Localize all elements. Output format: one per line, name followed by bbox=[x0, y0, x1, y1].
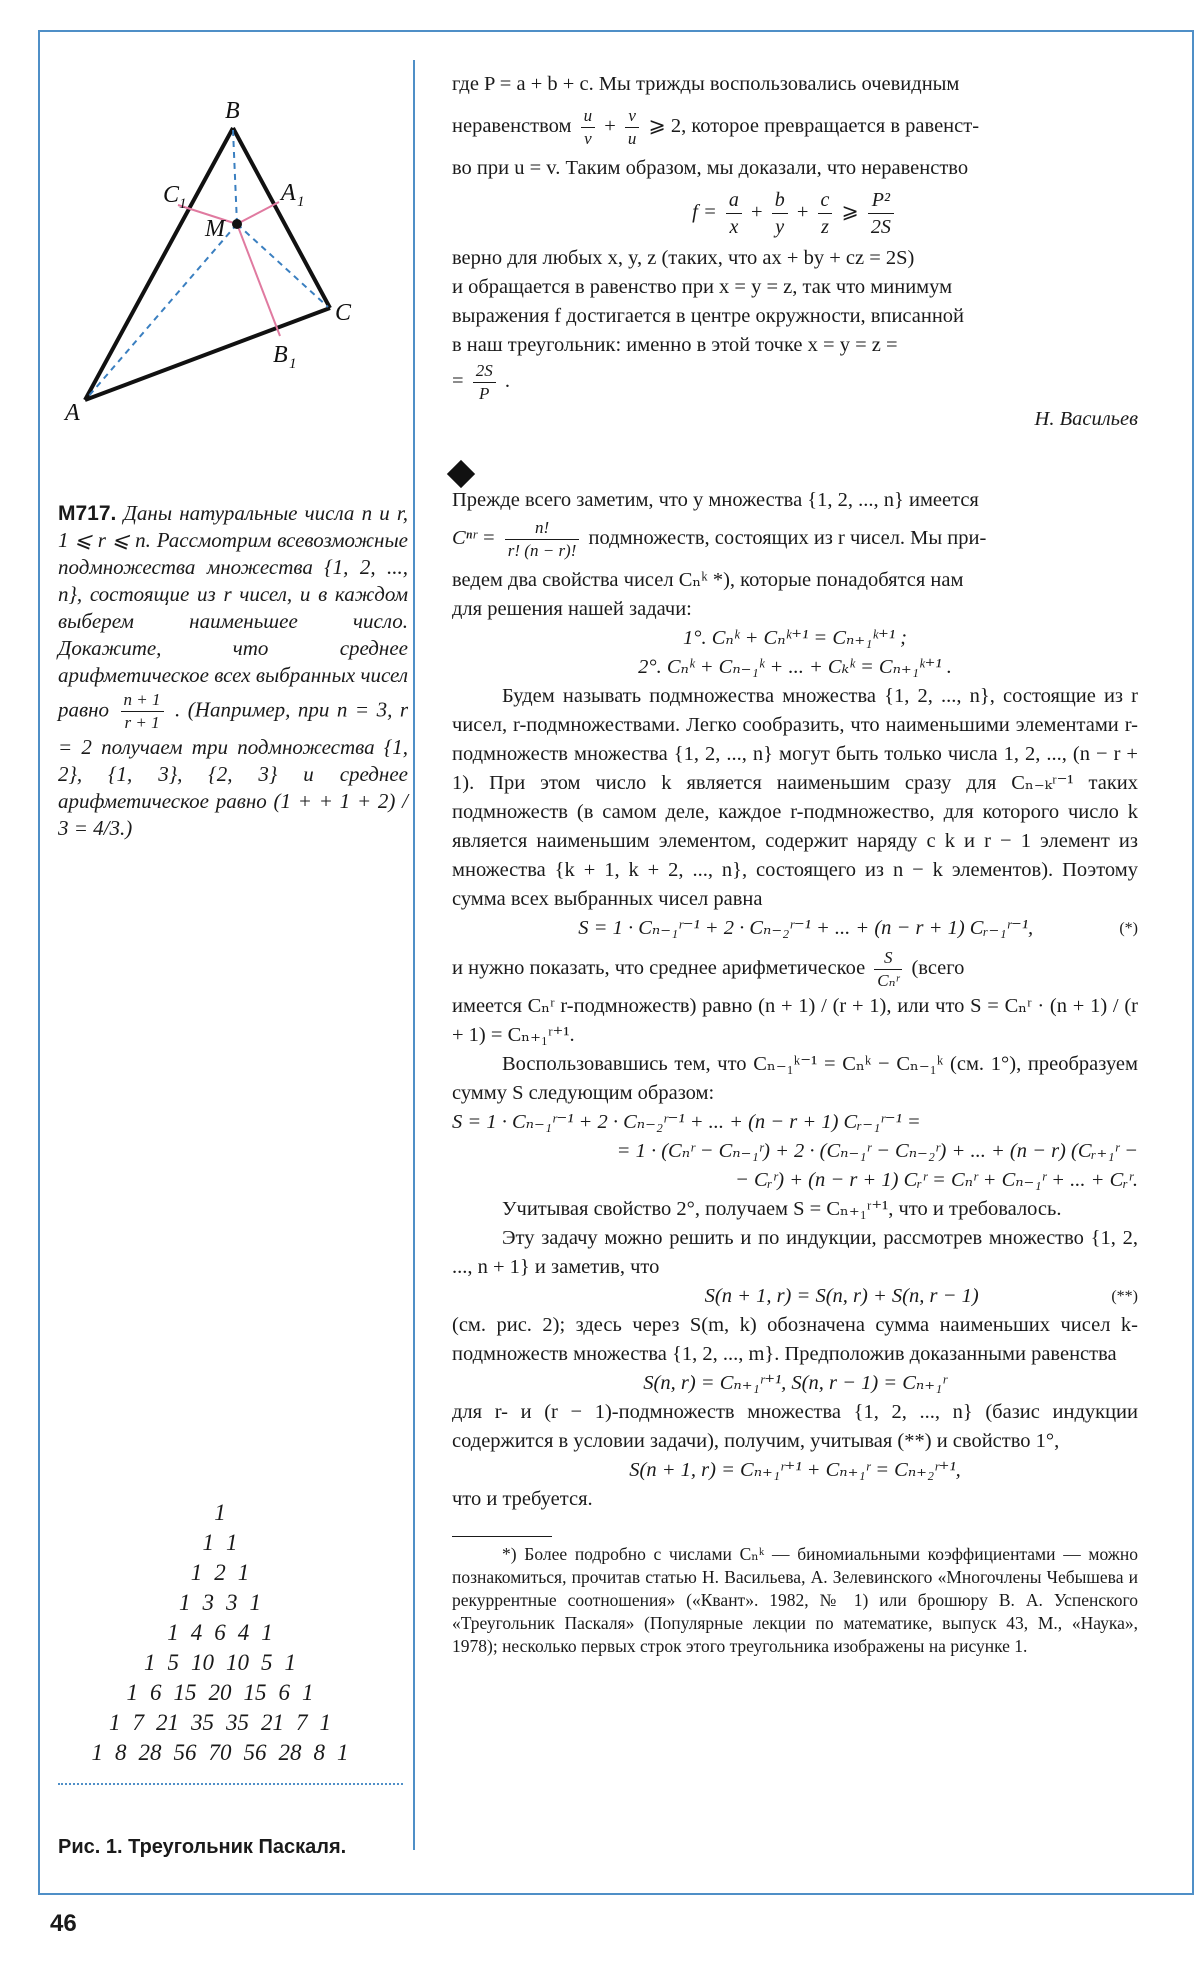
plus-sign: + bbox=[604, 115, 616, 138]
pascal-row bbox=[40, 1618, 400, 1648]
pink-line-mb1 bbox=[237, 224, 280, 336]
problem-code: М717. bbox=[58, 502, 117, 525]
fraction bbox=[121, 689, 164, 734]
frac-num: u bbox=[581, 105, 596, 128]
label-a: A bbox=[65, 400, 80, 426]
equation-assume: S(n, r) = Cₙ₊₁ʳ⁺¹, S(n, r − 1) = Cₙ₊₁ʳ bbox=[643, 1372, 947, 1394]
equation-star bbox=[452, 914, 1138, 943]
pascal-cell: 4 bbox=[237, 1620, 250, 1645]
pascal-cell: 28 bbox=[138, 1740, 162, 1765]
pascal-cell: 7 bbox=[132, 1710, 144, 1735]
pascal-row bbox=[40, 1498, 400, 1528]
equation-dstar bbox=[452, 1282, 1138, 1311]
frac-den: r + 1 bbox=[124, 713, 160, 732]
pascal-cell: 1 bbox=[126, 1680, 138, 1705]
pascal-cell: 10 bbox=[226, 1650, 249, 1675]
chain-3: − Cᵣʳ) + (n − r + 1) Cᵣʳ = Cₙʳ + Cₙ₋₁ʳ + ... + Cᵣʳ. bbox=[735, 1169, 1138, 1191]
pascal-row bbox=[40, 1528, 400, 1558]
problem-m717 bbox=[58, 500, 408, 842]
frac-num: n + 1 bbox=[121, 689, 164, 712]
pascal-cell: 1 bbox=[167, 1620, 179, 1645]
text-line: во при u = v. Таким образом, мы доказали, что неравенство bbox=[452, 157, 969, 179]
label-c: C bbox=[335, 300, 352, 326]
fraction bbox=[874, 947, 902, 992]
fraction bbox=[818, 187, 833, 240]
page-number: 46 bbox=[50, 1910, 77, 1937]
formula-lhs: f = bbox=[692, 201, 717, 224]
pascal-cell: 28 bbox=[278, 1740, 302, 1765]
pascal-cell: 8 bbox=[115, 1740, 127, 1765]
pascal-cell: 1 bbox=[109, 1710, 121, 1735]
pascal-cell: 1 bbox=[226, 1530, 238, 1555]
text-fragment: . bbox=[504, 370, 510, 393]
frac-den: v bbox=[584, 129, 592, 148]
text-line bbox=[452, 360, 1138, 405]
point-m bbox=[232, 219, 242, 229]
text-fragment: = bbox=[452, 370, 464, 393]
pascal-cell: 10 bbox=[191, 1650, 214, 1675]
dashed-line-mc bbox=[237, 224, 328, 307]
text-line: в наш треугольник: именно в этой точке x = y = z = bbox=[452, 334, 898, 356]
pascal-cell: 6 bbox=[278, 1680, 290, 1705]
formula-f bbox=[452, 187, 1138, 240]
pascal-cell: 8 bbox=[313, 1740, 325, 1765]
pascal-row bbox=[40, 1738, 400, 1768]
pascal-cell: 1 bbox=[261, 1620, 273, 1645]
frac-den: y bbox=[775, 216, 785, 238]
pascal-cell: 1 bbox=[179, 1590, 191, 1615]
text-line: выражения f достигается в центре окружности, вписанной bbox=[452, 305, 965, 327]
pascal-cell: 20 bbox=[208, 1680, 232, 1705]
label-c1: C bbox=[163, 182, 180, 208]
pascal-cell: 1 bbox=[202, 1530, 214, 1555]
equation-final: S(n + 1, r) = Cₙ₊₁ʳ⁺¹ + Cₙ₊₁ʳ = Cₙ₊₂ʳ⁺¹, bbox=[629, 1459, 961, 1481]
problem-text: Даны натуральные числа n и r, 1 ⩽ r ⩽ n. Рассмотрим всевозможные подмножества множества {1, 2, ..., n}, состоящие из r чисел, и в каждом выберем наименьшее число. Докажите, что среднее арифметическое всех выбранных чисел равно bbox=[58, 501, 408, 722]
frac-den: x bbox=[729, 216, 739, 238]
frac-den: u bbox=[627, 129, 637, 148]
pascal-cell: 1 bbox=[237, 1560, 250, 1585]
formula-lhs: Cⁿʳ = bbox=[452, 527, 496, 550]
chain-1: S = 1 · Cₙ₋₁ʳ⁻¹ + 2 · Cₙ₋₂ʳ⁻¹ + ... + (n − r + 1) Cᵣ₋₁ʳ⁻¹ = bbox=[452, 1111, 921, 1133]
footnote-rule bbox=[452, 1536, 552, 1537]
pink-line-ma1 bbox=[237, 202, 279, 224]
pascal-row bbox=[40, 1558, 400, 1588]
pascal-cell: 1 bbox=[319, 1710, 331, 1735]
chain-2: = 1 · (Cₙʳ − Cₙ₋₁ʳ) + 2 · (Cₙ₋₁ʳ − Cₙ₋₂ʳ) + ... + (n − r) (Cᵣ₊₁ʳ − bbox=[616, 1140, 1138, 1162]
label-a1: A bbox=[281, 180, 296, 206]
frac-den: P bbox=[478, 384, 490, 403]
frac-den: z bbox=[821, 216, 829, 238]
text-line bbox=[452, 105, 1138, 150]
pascal-separator bbox=[58, 1783, 403, 1785]
text-line: ведем два свойства чисел Cₙᵏ *), которые понадобятся нам bbox=[452, 569, 964, 591]
pascal-cell: 15 bbox=[173, 1680, 197, 1705]
geq-sign: ⩾ bbox=[841, 201, 859, 224]
text-fragment: (всего bbox=[911, 957, 965, 980]
pascal-cell: 4 bbox=[190, 1620, 203, 1645]
solution-para7: (см. рис. 2); здесь через S(m, k) обозначена сумма наименьших чисел k-подмножеств множества {1, 2, ..., m}. Предположив доказанными равенства bbox=[452, 1314, 1138, 1365]
solution-para5: Учитывая свойство 2°, получаем S = Cₙ₊₁ʳ⁺¹, что и требовалось. bbox=[502, 1198, 1062, 1220]
pascal-row bbox=[40, 1648, 400, 1678]
pascal-cell: 2 bbox=[214, 1560, 226, 1585]
pascal-cell: 35 bbox=[226, 1710, 249, 1735]
frac-num: n! bbox=[505, 517, 580, 540]
plus-sign: + bbox=[751, 201, 763, 224]
triangle-figure bbox=[55, 90, 385, 430]
frac-den: r! (n − r)! bbox=[507, 541, 577, 560]
pascal-cell: 3 bbox=[226, 1590, 238, 1615]
plus-sign: + bbox=[796, 201, 809, 224]
pascal-cell: 7 bbox=[296, 1710, 308, 1735]
pascal-cell: 6 bbox=[150, 1680, 162, 1705]
text-line: где P = a + b + c. Мы трижды воспользовались очевидным bbox=[452, 73, 960, 95]
eq-text: S = 1 · Cₙ₋₁ʳ⁻¹ + 2 · Cₙ₋₂ʳ⁻¹ + ... + (n − r + 1) Cᵣ₋₁ʳ⁻¹, bbox=[578, 917, 1034, 939]
fraction bbox=[505, 517, 580, 562]
footnote: *) Более подробно с числами Cₙᵏ — биномиальными коэффициентами — можно познакомиться, прочитав статью Н. Васильева, А. Зелевинского «Многочлены Чебышева и рекуррентные соотношения» («Квант». 1982, № 1) или брошюру В. А. Успенского «Треугольник Паскаля» (Популярные лекции по математике, выпуск 43, М., «Наука», 1978); несколько первых строк этого треугольника изображены на рисунке 1. bbox=[452, 1544, 1138, 1656]
triangle-side-ca bbox=[85, 308, 330, 400]
pascal-cell: 56 bbox=[243, 1740, 267, 1765]
eq-spacer bbox=[452, 1282, 572, 1311]
text-line bbox=[452, 947, 1138, 992]
triangle-side-ab bbox=[85, 128, 233, 400]
text-fragment: неравенством bbox=[452, 115, 572, 138]
pascal-cell: 1 bbox=[91, 1740, 103, 1765]
property-2: 2°. Cₙᵏ + Cₙ₋₁ᵏ + ... + Cₖᵏ = Cₙ₊₁ᵏ⁺¹ . bbox=[638, 656, 952, 678]
text-line: и обращается в равенство при x = y = z, так что минимум bbox=[452, 276, 953, 298]
label-m: M bbox=[205, 216, 225, 242]
pascal-cell: 3 bbox=[202, 1590, 214, 1615]
solution-para6: Эту задачу можно решить и по индукции, рассмотрев множество {1, 2, ..., n + 1} и заметив, что bbox=[452, 1227, 1138, 1278]
pascal-cell: 35 bbox=[191, 1710, 214, 1735]
text-line: для решения нашей задачи: bbox=[452, 598, 692, 620]
frac-num: 2S bbox=[473, 360, 496, 383]
pascal-cell: 1 bbox=[144, 1650, 156, 1675]
text-line: верно для любых x, y, z (таких, что ax + by + cz = 2S) bbox=[452, 247, 915, 269]
pascal-cell: 5 bbox=[261, 1650, 273, 1675]
label-b1: B bbox=[273, 342, 288, 368]
pascal-row bbox=[40, 1708, 400, 1738]
pascal-cell: 1 bbox=[190, 1560, 203, 1585]
pascal-cell: 21 bbox=[156, 1710, 179, 1735]
solution-para9: что и требуется. bbox=[452, 1488, 593, 1510]
label-b1-sub: 1 bbox=[289, 356, 297, 372]
label-c1-sub: 1 bbox=[179, 196, 187, 212]
column-separator bbox=[413, 60, 415, 1850]
property-1: 1°. Cₙᵏ + Cₙᵏ⁺¹ = Cₙ₊₁ᵏ⁺¹ ; bbox=[683, 627, 907, 649]
fraction bbox=[772, 187, 788, 240]
frac-den: Cₙʳ bbox=[877, 971, 900, 990]
text-line bbox=[452, 517, 1138, 562]
label-b: B bbox=[225, 98, 240, 124]
fraction bbox=[581, 105, 596, 150]
pascal-cell: 5 bbox=[167, 1650, 179, 1675]
solution-para2: Будем называть подмножества множества {1, 2, ..., n}, состоящие из r чисел, r-подмножествами. Легко сообразить, что наименьшими элементами r-подмножеств множества {1, 2, ..., n} могут быть только числа 1, 2, ..., (n − r + 1). При этом число k является наименьшим сразу для Cₙ₋ₖʳ⁻¹ таких подмножеств (в самом деле, каждое r-подмножество, для которого число k является наименьшим элементом, содержит наряду с k и r − 1 элемент из множества {k + 1, k + 2, ..., n}, состоящего из n − k элементов). Поэтому сумма всех выбранных чисел равна bbox=[452, 685, 1138, 910]
solution-para3c: имеется Cₙʳ r-подмножеств) равно (n + 1) / (r + 1), или что S = Cₙʳ · (n + 1) / (r + 1) = Cₙ₊₁ʳ⁺¹. bbox=[452, 995, 1138, 1046]
pascal-row bbox=[40, 1678, 400, 1708]
pascal-cell: 70 bbox=[208, 1740, 232, 1765]
solution-para8: для r- и (r − 1)-подмножеств множества {1, 2, ..., n} (базис индукции содержится в условии задачи), получим, учитывая (**) и свойство 1°, bbox=[452, 1401, 1138, 1452]
frac-num: a bbox=[726, 187, 742, 214]
pascal-cell: 1 bbox=[214, 1500, 226, 1525]
frac-den: 2S bbox=[870, 216, 891, 238]
solution-para4: Воспользовавшись тем, что Cₙ₋₁ᵏ⁻¹ = Cₙᵏ − Cₙ₋₁ᵏ (см. 1°), преобразуем сумму S следующим образом: bbox=[452, 1053, 1138, 1104]
pascal-row bbox=[40, 1588, 400, 1618]
pascal-cell: 1 bbox=[337, 1740, 349, 1765]
text-fragment: подмножеств, состоящих из r чисел. Мы при- bbox=[588, 527, 987, 550]
problem-text-2: . (Например, при n = 3, r = 2 получаем три подмножества {1, 2}, {1, 3}, {2, 3} и среднее арифметическое равно (1 + + 1 + 2) / 3 = 4/3.) bbox=[58, 697, 408, 840]
fraction bbox=[625, 105, 640, 150]
pascal-cell: 15 bbox=[243, 1680, 267, 1705]
pascal-triangle bbox=[40, 1498, 400, 1768]
label-a1-sub: 1 bbox=[297, 194, 305, 210]
frac-num: b bbox=[772, 187, 788, 214]
eq-spacer bbox=[452, 914, 492, 943]
eq-mark: (**) bbox=[1111, 1288, 1138, 1305]
pascal-cell: 1 bbox=[249, 1590, 261, 1615]
pascal-cell: 56 bbox=[173, 1740, 197, 1765]
pascal-cell: 1 bbox=[284, 1650, 296, 1675]
pascal-cell: 6 bbox=[214, 1620, 226, 1645]
text-fragment: и нужно показать, что среднее арифметическое bbox=[452, 957, 866, 980]
frac-num: P² bbox=[868, 187, 894, 214]
dashed-line-mb bbox=[233, 130, 237, 224]
fraction bbox=[726, 187, 742, 240]
pascal-cell: 1 bbox=[302, 1680, 314, 1705]
frac-num: v bbox=[625, 105, 640, 128]
solution-p1: Прежде всего заметим, что у множества {1, 2, ..., n} имеется bbox=[452, 489, 979, 511]
eq-text: S(n + 1, r) = S(n, r) + S(n, r − 1) bbox=[704, 1285, 979, 1307]
figure-caption: Рис. 1. Треугольник Паскаля. bbox=[58, 1836, 347, 1858]
frac-num: c bbox=[818, 187, 833, 214]
fraction bbox=[473, 360, 496, 405]
author: Н. Васильев bbox=[1034, 408, 1138, 430]
text-fragment: ⩾ 2, которое превращается в равенст- bbox=[648, 115, 980, 138]
right-column bbox=[452, 70, 1138, 1658]
pascal-cell: 21 bbox=[261, 1710, 284, 1735]
eq-mark: (*) bbox=[1119, 920, 1138, 937]
fraction bbox=[868, 187, 894, 240]
frac-num: S bbox=[874, 947, 902, 970]
